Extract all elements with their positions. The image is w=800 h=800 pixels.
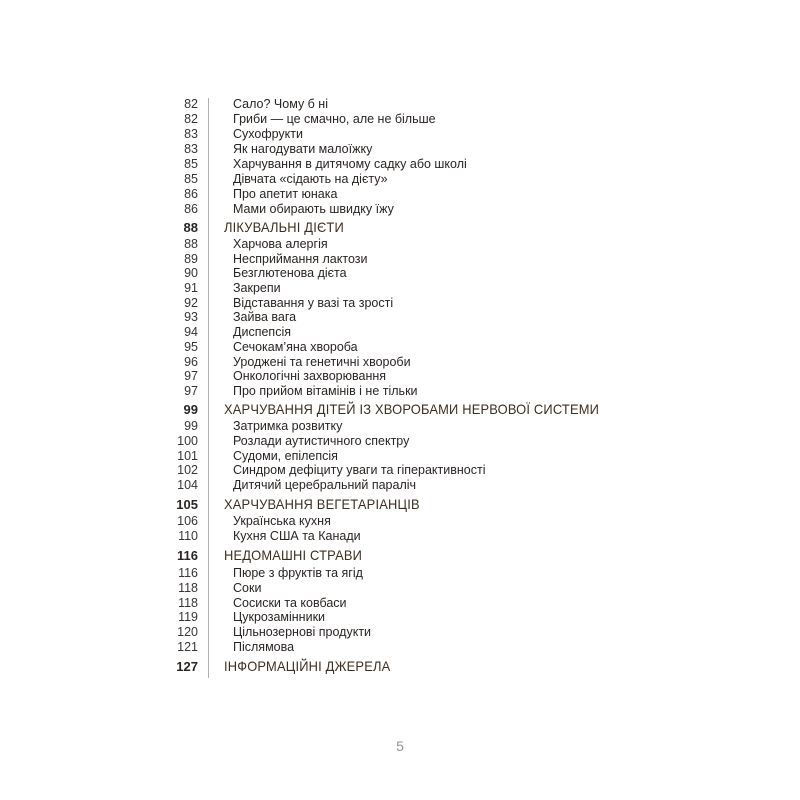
toc-entry-title: Соки	[233, 581, 262, 595]
toc-page-number: 96	[184, 355, 198, 369]
toc-page-number: 88	[183, 220, 198, 235]
toc-page-number: 92	[184, 296, 198, 310]
toc-entry	[0, 172, 800, 187]
toc-page-number: 104	[177, 478, 198, 492]
toc-section-heading	[0, 657, 800, 676]
toc-entry-title: Кухня США та Канади	[233, 529, 361, 543]
toc-entry	[0, 340, 800, 355]
toc-entry	[0, 252, 800, 267]
toc-entry	[0, 449, 800, 464]
toc-entry	[0, 434, 800, 449]
toc-entry-title: Судоми, епілепсія	[233, 449, 338, 463]
toc-page-number: 88	[184, 237, 198, 251]
page-number: 5	[396, 738, 404, 754]
toc-entry-title: Цільнозернові продукти	[233, 625, 372, 639]
toc-entry-title: Дівчата «сідають на дієту»	[233, 172, 388, 186]
toc-entry-title: Несприймання лактози	[233, 252, 368, 266]
toc-page-number: 99	[183, 402, 198, 417]
toc-page-number: 101	[177, 449, 198, 463]
toc-entry-title: Затримка розвитку	[233, 419, 343, 433]
toc-entry-title: Уроджені та генетичні хвороби	[233, 355, 411, 369]
toc-entry-title: Дитячий церебральний параліч	[233, 478, 417, 492]
toc-page-number: 90	[184, 266, 198, 280]
toc-entry-title: Синдром дефіциту уваги та гіперактивності	[233, 463, 486, 477]
toc-entry	[0, 419, 800, 434]
toc-entry-title: Сухофрукти	[233, 127, 304, 141]
toc-entry	[0, 596, 800, 611]
toc-entry	[0, 157, 800, 172]
toc-entry-title: Сало? Чому б ні	[233, 97, 328, 111]
toc-page-number: 86	[184, 187, 198, 201]
toc-entry	[0, 266, 800, 281]
toc-section-title: НЕДОМАШНІ СТРАВИ	[224, 547, 363, 563]
toc-section-title: ХАРЧУВАННЯ ВЕГЕТАРІАНЦІВ	[224, 496, 420, 512]
toc-entry	[0, 566, 800, 581]
toc-entry-title: Розлади аутистичного спектру	[233, 434, 410, 448]
toc-section-title: ХАРЧУВАННЯ ДІТЕЙ ІЗ ХВОРОБАМИ НЕРВОВОЇ СИСТЕМИ	[224, 401, 600, 417]
toc-entry	[0, 127, 800, 142]
toc-page-number: 83	[184, 142, 198, 156]
toc-page-number: 100	[177, 434, 198, 448]
toc-entry	[0, 355, 800, 370]
toc-entry	[0, 581, 800, 596]
toc-page-number: 86	[184, 202, 198, 216]
toc-entry	[0, 97, 800, 112]
toc-section-heading	[0, 218, 800, 237]
toc-entry-title: Як нагодувати малоїжку	[233, 142, 373, 156]
toc-page-number: 105	[176, 497, 198, 512]
toc-page-number: 116	[178, 566, 198, 580]
toc-section-heading	[0, 495, 800, 514]
toc-section-title: ЛІКУВАЛЬНІ ДІЄТИ	[224, 219, 344, 235]
toc-page-number: 116	[177, 548, 198, 563]
toc-entry	[0, 625, 800, 640]
toc-page-number: 120	[177, 625, 198, 639]
toc-entry	[0, 187, 800, 202]
toc-page-number: 97	[184, 384, 198, 398]
toc-entry	[0, 529, 800, 544]
toc-entry-title: Зайва вага	[233, 310, 297, 324]
toc-section-title: ІНФОРМАЦІЙНІ ДЖЕРЕЛА	[224, 658, 391, 674]
toc-entry	[0, 478, 800, 493]
toc-entry-title: Сосиски та ковбаси	[233, 596, 347, 610]
toc-entry	[0, 142, 800, 157]
toc-page-number: 118	[178, 596, 198, 610]
toc-page-number: 99	[184, 419, 198, 433]
toc-page-number: 94	[184, 325, 198, 339]
toc-entry-title: Цукрозамінники	[233, 610, 326, 624]
toc-entry-title: Про апетит юнака	[233, 187, 338, 201]
toc-page-number: 106	[177, 514, 198, 528]
toc-page-number: 110	[178, 529, 198, 543]
toc-entry	[0, 296, 800, 311]
toc-entry-title: Онкологічні захворювання	[233, 369, 387, 383]
toc-page-number: 121	[177, 640, 198, 654]
toc-section-heading	[0, 400, 800, 419]
toc-entry	[0, 369, 800, 384]
toc-entry-title: Закрепи	[233, 281, 281, 295]
toc-section-heading	[0, 546, 800, 565]
toc-page-number: 85	[184, 172, 198, 186]
toc-entry	[0, 112, 800, 127]
toc-entry-title: Диспепсія	[233, 325, 291, 339]
toc-entry	[0, 281, 800, 296]
toc-page-number: 89	[184, 252, 198, 266]
toc-page-number: 91	[184, 281, 198, 295]
toc-entry	[0, 463, 800, 478]
toc-page-number: 118	[178, 581, 198, 595]
toc-entry	[0, 610, 800, 625]
toc-entry-title: Про прийом вітамінів і не тільки	[233, 384, 418, 398]
toc-entry-title: Відставання у вазі та зрості	[233, 296, 394, 310]
toc-entry	[0, 384, 800, 399]
toc-entry-title: Гриби — це смачно, але не більше	[233, 112, 436, 126]
toc-entry-title: Післямова	[233, 640, 295, 654]
toc-page-number: 83	[184, 127, 198, 141]
toc-page-number: 119	[178, 610, 198, 624]
toc-page-number: 82	[184, 112, 198, 126]
toc-page-number: 95	[184, 340, 198, 354]
toc-entry-title: Пюре з фруктів та ягід	[233, 566, 363, 580]
toc-entry	[0, 514, 800, 529]
toc-page-number: 102	[177, 463, 198, 477]
toc-entry-title: Харчова алергія	[233, 237, 328, 251]
toc-page-number: 127	[176, 659, 198, 674]
toc-entry-title: Харчування в дитячому садку або школі	[233, 157, 467, 171]
toc-entry-title: Мами обирають швидку їжу	[233, 202, 394, 216]
toc-entry	[0, 237, 800, 252]
toc-page-number: 97	[184, 369, 198, 383]
toc-page-number: 82	[184, 97, 198, 111]
toc-entry-title: Безглютенова дієта	[233, 266, 347, 280]
toc-entry	[0, 640, 800, 655]
toc-entry	[0, 202, 800, 217]
toc-entry-title: Сечокам’яна хвороба	[233, 340, 358, 354]
toc-entry-title: Українська кухня	[233, 514, 331, 528]
toc-entry	[0, 325, 800, 340]
toc-page-number: 85	[184, 157, 198, 171]
toc-page-number: 93	[184, 310, 198, 324]
toc-entry	[0, 310, 800, 325]
